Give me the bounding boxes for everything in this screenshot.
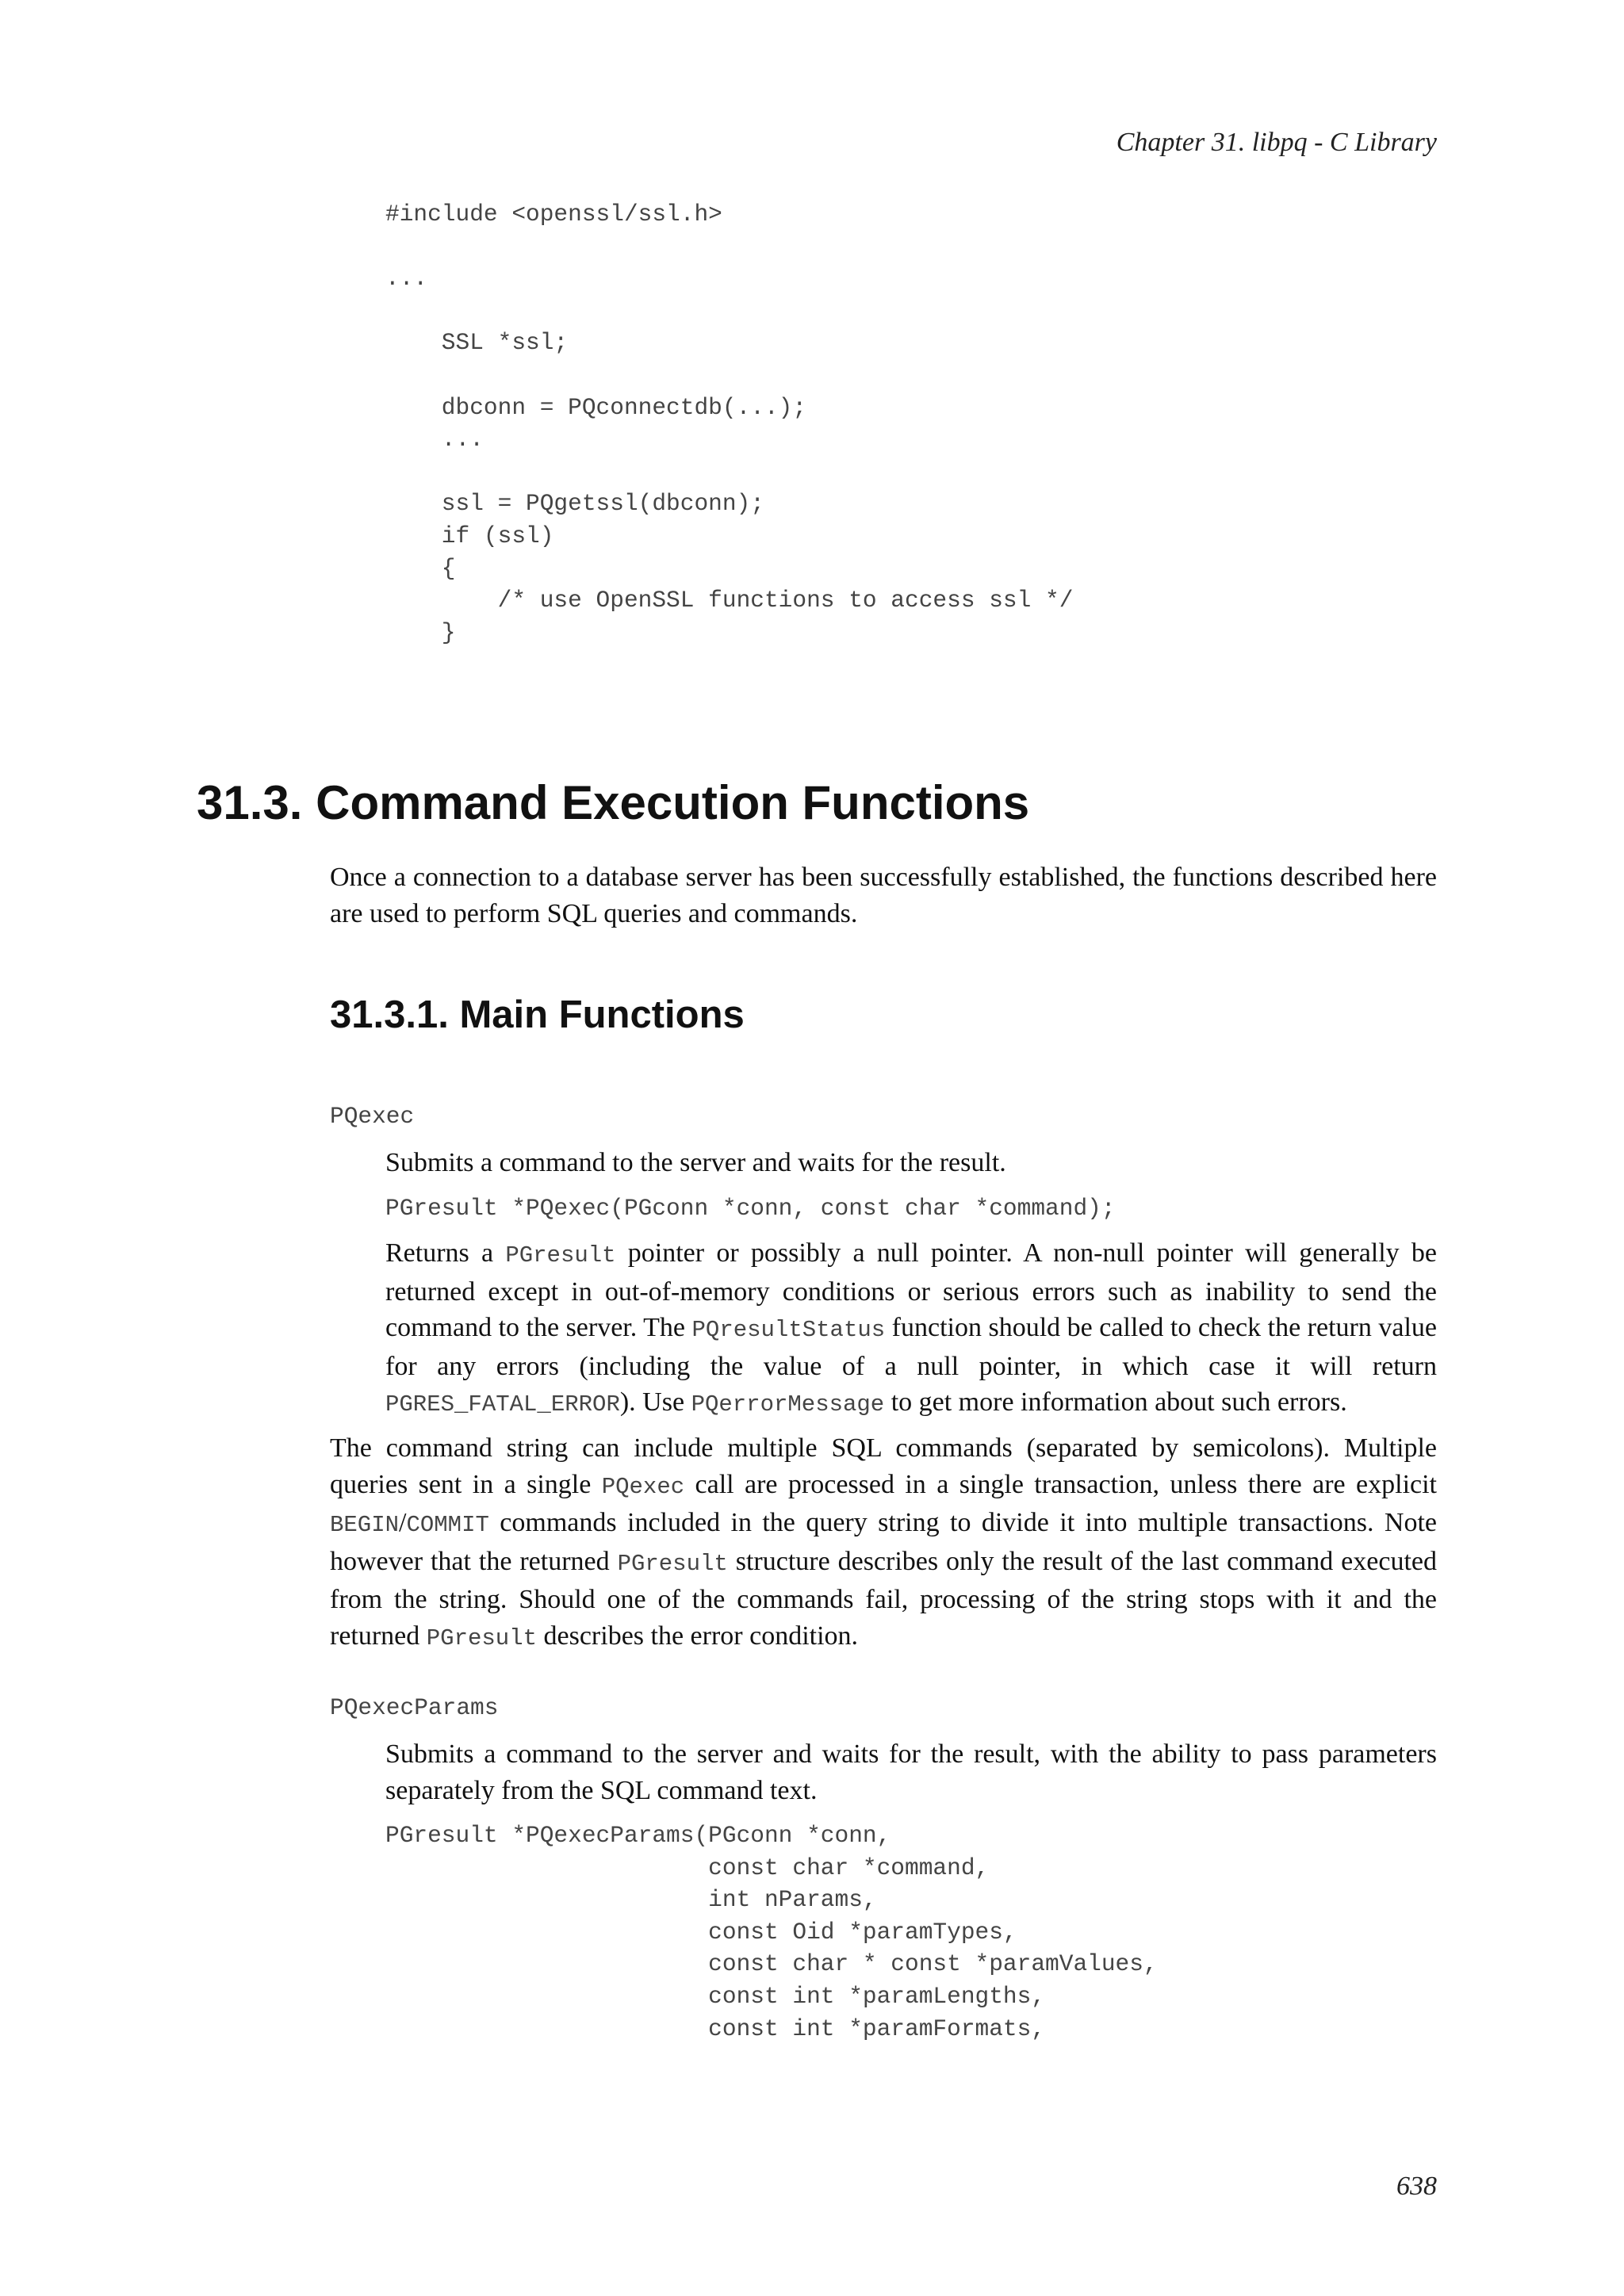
section-title: 31.3. Command Execution Functions bbox=[197, 776, 1030, 829]
begin-code: BEGIN bbox=[330, 1512, 400, 1538]
multi-command-note bbox=[330, 1430, 1437, 1656]
text-run: commands included in the query string to divide it into multiple transactions. Note however that the returned bbox=[330, 1508, 1437, 1576]
pqexec-summary: Submits a command to the server and waits for the result. bbox=[385, 1148, 1006, 1177]
pqexec-synopsis: PGresult *PQexec(PGconn *conn, const char *command); bbox=[385, 1194, 1116, 1222]
text-run: ). Use bbox=[619, 1387, 691, 1418]
section-intro-text: Once a connection to a database server has been successfully established, the functions described here are used to perform SQL queries and commands. bbox=[330, 863, 1437, 928]
section-intro bbox=[330, 859, 1437, 932]
text-run: Returns a bbox=[385, 1238, 506, 1269]
text-run: / bbox=[399, 1508, 407, 1537]
text-run: pointer or possibly a null pointer. A non-null pointer will generally be returned except in out-of-memory conditions or serious errors such as inability to send the command to the server. The bbox=[385, 1238, 1437, 1343]
pqexec-code: PQexec bbox=[601, 1473, 685, 1500]
subsection-title: 31.3.1. Main Functions bbox=[330, 993, 745, 1036]
multi-command-text bbox=[330, 1430, 1437, 1656]
pqexecparams-summary: Submits a command to the server and waits for the result, with the ability to pass parameters separately from the SQL command text. bbox=[385, 1739, 1437, 1805]
text-run: describes the error condition. bbox=[537, 1621, 859, 1651]
text-run: structure describes only the result of the last command executed from the string. Should one of the commands fail, processing of the string stops with it and the returned bbox=[330, 1546, 1437, 1651]
text-run: The command string can include multiple SQL commands (separated by semicolons). Multiple queries sent in a single bbox=[330, 1433, 1437, 1499]
pqexecparams-term: PQexecParams bbox=[330, 1694, 499, 1721]
pqexec-term: PQexec bbox=[330, 1103, 415, 1130]
pgresult-code: PGresult bbox=[426, 1624, 538, 1651]
pqexecparams-definition bbox=[385, 1736, 1437, 2045]
pgresult-code: PGresult bbox=[505, 1242, 616, 1269]
text-run: call are processed in a single transaction, unless there are explicit bbox=[684, 1469, 1437, 1499]
running-header: Chapter 31. libpq - C Library bbox=[1116, 128, 1437, 157]
page-number: 638 bbox=[1396, 2172, 1437, 2201]
pqexec-returns bbox=[385, 1235, 1437, 1423]
ssl-code-example: #include <openssl/ssl.h> ... SSL *ssl; dbconn = PQconnectdb(...); ... ssl = PQgetssl(dbconn); if (ssl) { /* use OpenSSL functions to access ssl */ } bbox=[385, 201, 1074, 646]
pqresultstatus-code: PQresultStatus bbox=[691, 1317, 886, 1344]
text-run: function should be called to check the return value for any errors (including the value of a null pointer, in which case it will return bbox=[385, 1313, 1438, 1381]
commit-code: COMMIT bbox=[406, 1512, 489, 1538]
pqexec-definition bbox=[385, 1145, 1437, 1423]
pqerrormessage-code: PQerrorMessage bbox=[691, 1391, 885, 1418]
text-run: to get more information about such errors. bbox=[884, 1387, 1347, 1418]
pgresult-code: PGresult bbox=[617, 1550, 728, 1577]
pgres-fatal-error-code: PGRES_FATAL_ERROR bbox=[385, 1391, 620, 1418]
pqexecparams-synopsis: PGresult *PQexecParams(PGconn *conn, const char *command, int nParams, const Oid *paramTypes, const char * const *paramValues, const int *paramLengths, const int *paramFormats, bbox=[385, 1822, 1158, 2042]
